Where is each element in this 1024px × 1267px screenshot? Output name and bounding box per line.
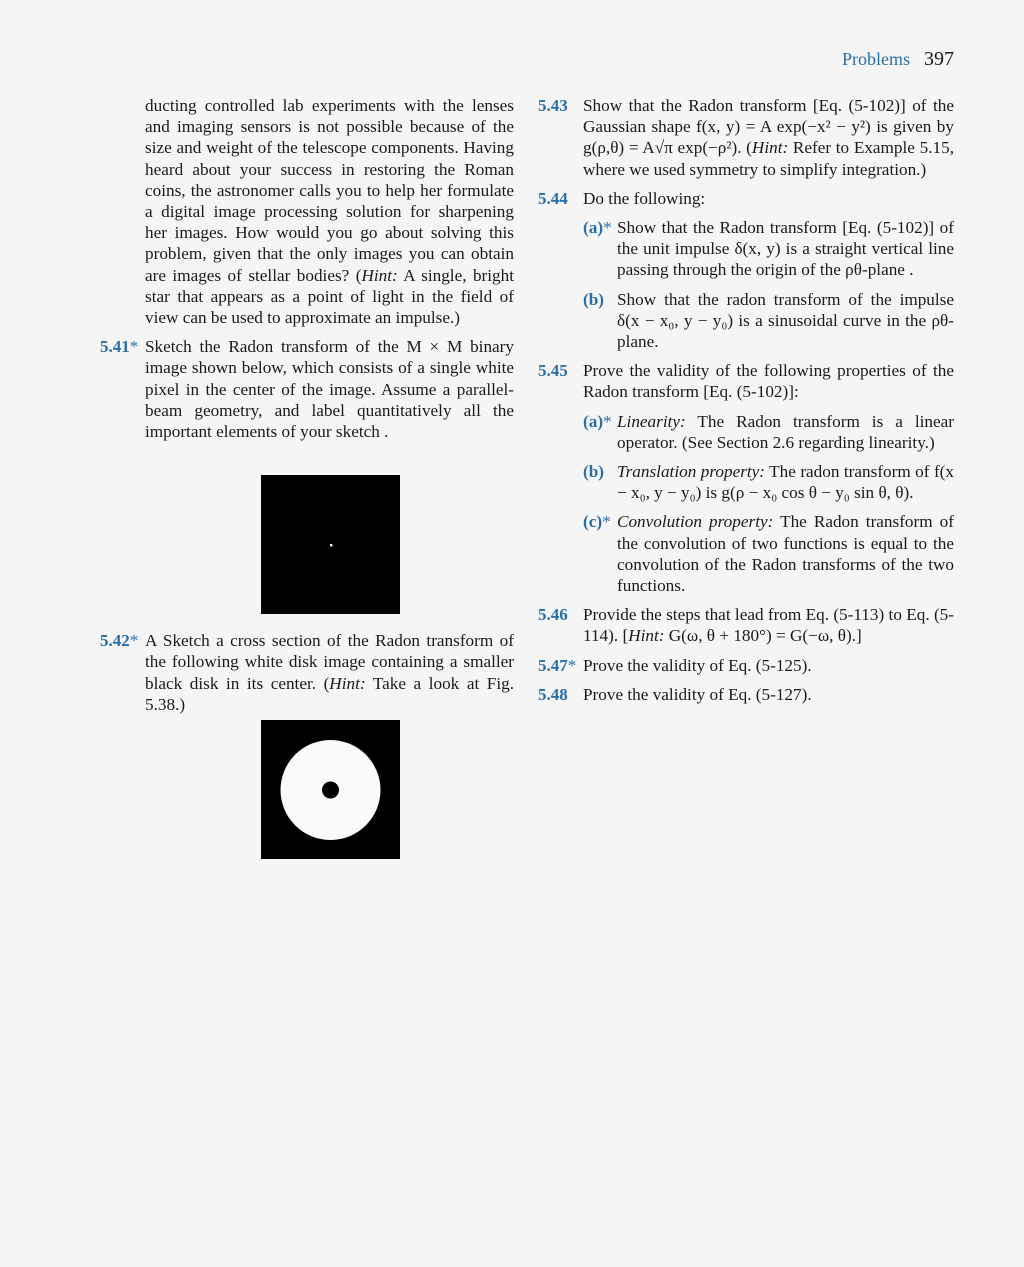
problem-5-48: 5.48 Prove the validity of Eq. (5-127). xyxy=(538,684,812,704)
section-title: Problems xyxy=(841,49,910,69)
disk-image xyxy=(261,720,400,859)
problem-5-42: 5.42* A Sketch a cross section of the Radon transform of the following white disk image containing a smaller black disk in its center. (Hint: Take a look at Fig. 5.38.) xyxy=(100,631,514,714)
right-column xyxy=(538,95,954,713)
problem-number: 5.43 xyxy=(538,96,568,115)
problem-5-44: 5.44 Do the following: (a)* Show that the Radon transform [Eq. (5-102)] of the unit impulse δ(x, y) is a straight vertical line passing through the origin of the ρθ-plane . (b) Show that the radon transform of the impulse δ(x − x₀, y − y₀) is a sinusoidal curve in the ρθ-plane. xyxy=(538,188,954,352)
white-pixel xyxy=(330,544,332,546)
problem-number: 5.44 xyxy=(538,188,568,208)
subproblem-a: (a)* Linearity: The Radon transform is a linear operator. (See Section 2.6 regarding linearity.) xyxy=(583,411,954,452)
subproblem-c: (c)* Convolution property: The Radon transform of the convolution of two functions is equal to the convolution of the Radon transforms of the two functions. xyxy=(583,512,954,596)
subproblem-a: (a)* Show that the Radon transform [Eq. (5-102)] of the unit impulse δ(x, y) is a straight vertical line passing through the origin of the ρθ-plane . xyxy=(583,218,954,280)
problem-5-45: 5.45 Prove the validity of the following properties of the Radon transform [Eq. (5-102)]: (a)* Linearity: The Radon transform is a linear operator. (See Section 2.6 regarding linearity.) (b) Translation property: The radon transform of f(x − x₀, y − y₀) is g(ρ − x₀ cos θ − y₀ sin θ, θ). (c)* Convolution property: The Radon transform of the convolution of two functions is equal to the convolution of the Radon transforms of the two functions. xyxy=(538,361,954,596)
left-column xyxy=(100,95,514,723)
subproblem-b: (b) Translation property: The radon transform of f(x − x₀, y − y₀) is g(ρ − x₀ cos θ − y₀ sin θ, θ). xyxy=(583,462,954,503)
problem-number: 5.42* xyxy=(100,631,139,651)
problem-number: 5.46 xyxy=(538,605,568,625)
problem-number: 5.45 xyxy=(538,361,568,381)
page-number: 397 xyxy=(924,48,954,70)
problem-5-47: 5.47* Prove the validity of Eq. (5-125). xyxy=(538,655,812,675)
running-head xyxy=(842,48,954,71)
problem-5-46: 5.46 Provide the steps that lead from Eq. (5-113) to Eq. (5-114). [Hint: G(ω, θ + 180°) = G(−ω, θ).] xyxy=(538,605,954,646)
subproblem-b: (b) Show that the radon transform of the impulse δ(x − x₀, y − y₀) is a sinusoidal curve in the ρθ-plane. xyxy=(583,289,954,352)
problem-number: 5.41* xyxy=(100,337,139,357)
single-pixel-image xyxy=(261,475,400,614)
problem-number: 5.48 xyxy=(538,684,568,704)
problem-number: 5.47* xyxy=(538,655,577,675)
problem-5-43: 5.43 Show that the Radon transform [Eq. (5-102)] of the Gaussian shape f(x, y) = A exp(−x² − y²) is given by g(ρ,θ) = A√π exp(−ρ²). (Hint: Refer to Example 5.15, where we used symmetry to simplify integration.) xyxy=(538,96,954,179)
problem-text: Sketch the Radon transform of the M × M binary image shown below, which consists of a single white pixel in the center of the image. Assume a parallel-beam geometry, and label quantitatively all the important elements of your sketch . xyxy=(145,337,514,442)
continuation-paragraph: ducting controlled lab experiments with the lenses and imaging sensors is not possible because of the size and weight of the telescope components. Having heard about your success in restoring the Roman coins, the astronomer calls you to help her formulate a digital image processing solution for sharpening her images. How would you go about solving this problem, given that the only images you can obtain are images of stellar bodies? (Hint: A single, bright star that appears as a point of light in the field of view can be used to approximate an impulse.) xyxy=(145,96,514,328)
problem-5-41 xyxy=(100,336,514,442)
black-center-disk xyxy=(322,782,339,799)
